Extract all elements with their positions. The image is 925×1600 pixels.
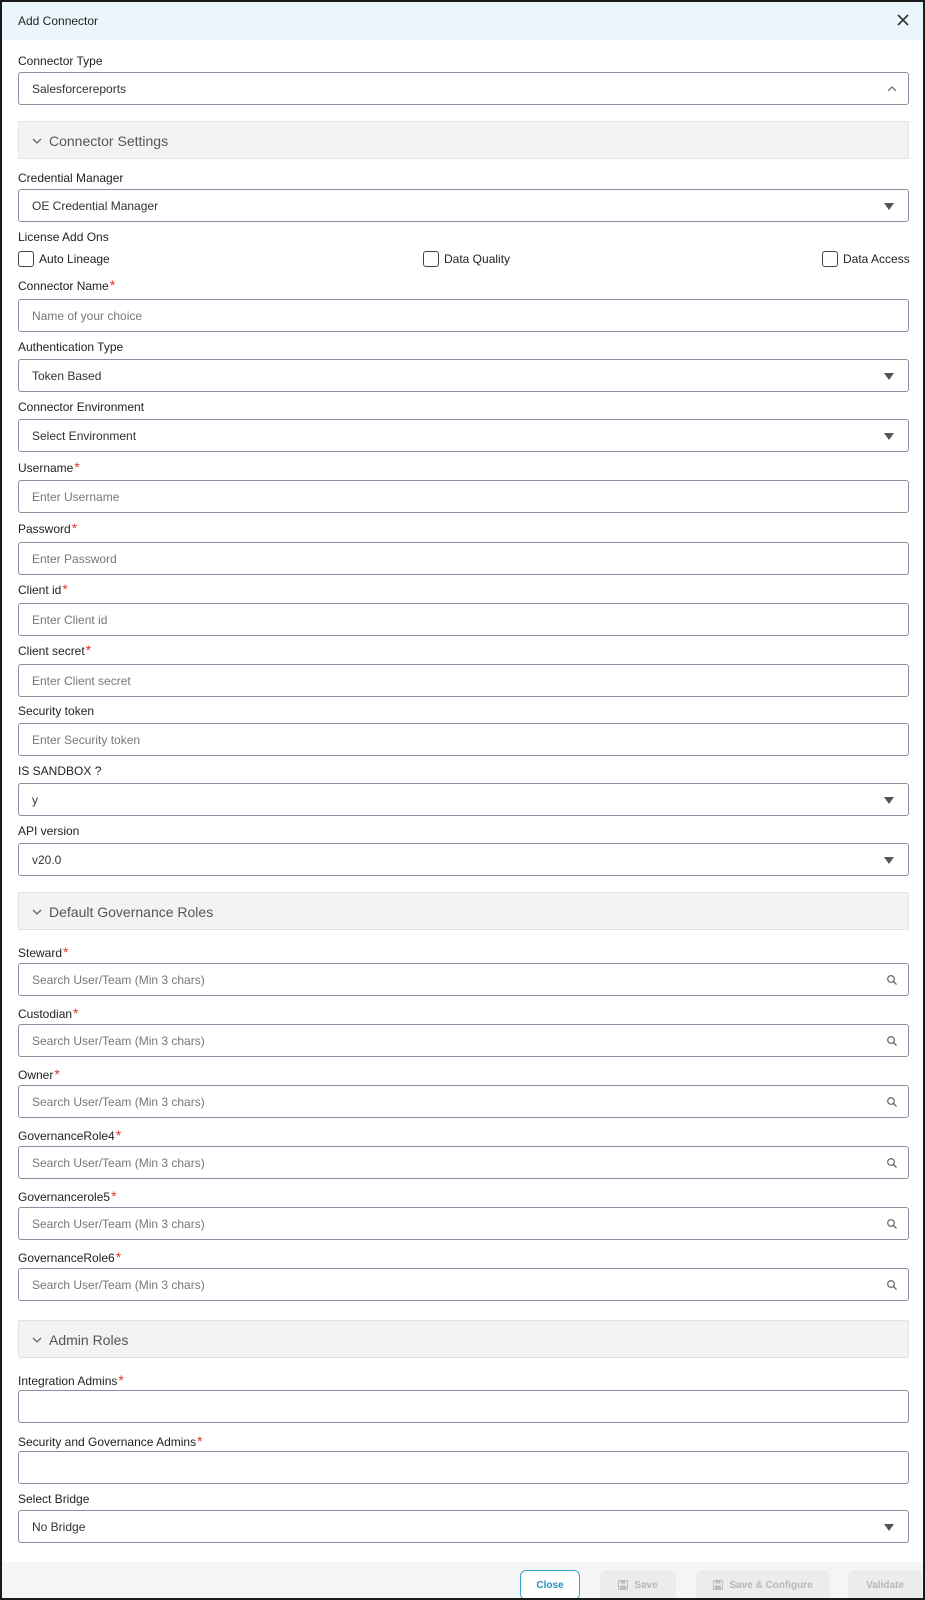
governance-role6-label: GovernanceRole6* [18,1249,122,1265]
connector-type-label: Connector Type [18,54,103,68]
required-marker: * [62,581,68,597]
close-icon[interactable] [895,12,911,28]
governance-roles-section-header[interactable] [18,892,909,930]
client-secret-label: Client secret* [18,642,92,658]
caret-down-icon [884,203,894,210]
chevron-down-icon [31,1334,43,1346]
security-token-input[interactable] [18,723,909,756]
select-bridge-select[interactable] [18,1510,909,1543]
connector-type-value: Salesforcereports [32,82,127,96]
username-input[interactable] [18,480,909,513]
data-access-checkbox[interactable] [822,251,838,267]
authentication-type-select[interactable] [18,359,909,392]
search-icon [886,1035,898,1047]
client-id-placeholder: Enter Client id [32,613,108,627]
dialog-title: Add Connector [18,14,99,28]
required-marker: * [63,944,69,960]
connector-environment-value: Select Environment [32,429,137,443]
username-label: Username* [18,459,80,475]
password-input[interactable] [18,542,909,575]
api-version-label: API version [18,824,80,838]
steward-search-input[interactable] [18,963,909,996]
caret-down-icon [884,1524,894,1531]
owner-placeholder: Search User/Team (Min 3 chars) [32,1095,205,1109]
is-sandbox-select[interactable] [18,783,909,816]
required-marker: * [197,1433,203,1449]
security-token-label: Security token [18,704,95,718]
validate-button[interactable]: Validate [848,1570,922,1600]
search-icon [886,974,898,986]
is-sandbox-value: y [32,793,38,807]
governance-role5-label: Governancerole5* [18,1188,117,1204]
license-add-ons-label: License Add Ons [18,230,109,244]
required-marker: * [115,1249,122,1265]
data-quality-checkbox[interactable] [423,251,439,267]
required-marker: * [73,1005,79,1021]
admin-roles-title: Admin Roles [49,1332,129,1348]
search-icon [886,1096,898,1108]
required-marker: * [115,1127,122,1143]
owner-search-input[interactable] [18,1085,909,1118]
chevron-up-icon [886,83,898,95]
owner-label: Owner* [18,1066,60,1082]
data-quality-label: Data Quality [444,252,511,266]
save-configure-label: Save & Configure [729,1580,813,1591]
required-marker: * [109,277,116,293]
required-marker: * [74,459,80,475]
client-id-label: Client id* [18,581,68,597]
integration-admins-label: Integration Admins* [18,1372,124,1388]
caret-down-icon [884,433,894,440]
select-bridge-value: No Bridge [32,1520,86,1534]
connector-environment-label: Connector Environment [18,400,145,414]
connector-settings-section-header[interactable] [18,121,909,159]
connector-name-input[interactable] [18,299,909,332]
is-sandbox-label: IS SANDBOX ? [18,764,102,778]
caret-down-icon [884,797,894,804]
credential-manager-label: Credential Manager [18,171,124,185]
admin-roles-section-header[interactable] [18,1320,909,1358]
required-marker: * [71,520,78,536]
governance-role6-search-input[interactable] [18,1268,909,1301]
connector-environment-select[interactable] [18,419,909,452]
steward-placeholder: Search User/Team (Min 3 chars) [32,973,205,987]
credential-manager-value: OE Credential Manager [32,199,159,213]
api-version-value: v20.0 [32,853,62,867]
governance-roles-title: Default Governance Roles [49,904,214,920]
select-bridge-label: Select Bridge [18,1492,90,1506]
connector-name-placeholder: Name of your choice [32,309,143,323]
governance-role4-label: GovernanceRole4* [18,1127,122,1143]
caret-down-icon [884,857,894,864]
governance-role4-search-input[interactable] [18,1146,909,1179]
connector-name-label: Connector Name* [18,277,116,293]
chevron-down-icon [31,135,43,147]
data-access-label: Data Access [843,252,910,266]
save-icon [713,1580,723,1590]
required-marker: * [54,1066,60,1082]
username-placeholder: Enter Username [32,490,120,504]
required-marker: * [118,1372,124,1388]
chevron-down-icon [31,906,43,918]
security-token-placeholder: Enter Security token [32,733,141,747]
password-placeholder: Enter Password [32,552,117,566]
authentication-type-label: Authentication Type [18,340,124,354]
client-id-input[interactable] [18,603,909,636]
search-icon [886,1218,898,1230]
security-governance-admins-label: Security and Governance Admins* [18,1433,203,1449]
dialog-header [2,2,923,40]
save-button[interactable] [600,1570,676,1600]
custodian-label: Custodian* [18,1005,79,1021]
auto-lineage-checkbox[interactable] [18,251,34,267]
connector-type-select[interactable] [18,72,909,105]
security-governance-admins-input[interactable] [18,1451,909,1484]
required-marker: * [111,1188,117,1204]
governance-role5-placeholder: Search User/Team (Min 3 chars) [32,1217,205,1231]
governance-role5-search-input[interactable] [18,1207,909,1240]
auto-lineage-label: Auto Lineage [39,252,110,266]
dialog-footer [2,1562,923,1600]
password-label: Password* [18,520,78,536]
close-button[interactable]: Close [520,1570,580,1600]
integration-admins-input[interactable] [18,1390,909,1423]
governance-role4-placeholder: Search User/Team (Min 3 chars) [32,1156,205,1170]
save-configure-button[interactable] [696,1570,830,1600]
client-secret-input[interactable] [18,664,909,697]
connector-settings-title: Connector Settings [49,133,169,149]
save-label: Save [634,1580,658,1591]
search-icon [886,1279,898,1291]
authentication-type-value: Token Based [32,369,102,383]
required-marker: * [85,642,92,658]
steward-label: Steward* [18,944,69,960]
governance-role6-placeholder: Search User/Team (Min 3 chars) [32,1278,205,1292]
client-secret-placeholder: Enter Client secret [32,674,131,688]
custodian-placeholder: Search User/Team (Min 3 chars) [32,1034,205,1048]
custodian-search-input[interactable] [18,1024,909,1057]
save-icon [618,1580,628,1590]
api-version-select[interactable] [18,843,909,876]
caret-down-icon [884,373,894,380]
search-icon [886,1157,898,1169]
credential-manager-select[interactable] [18,189,909,222]
